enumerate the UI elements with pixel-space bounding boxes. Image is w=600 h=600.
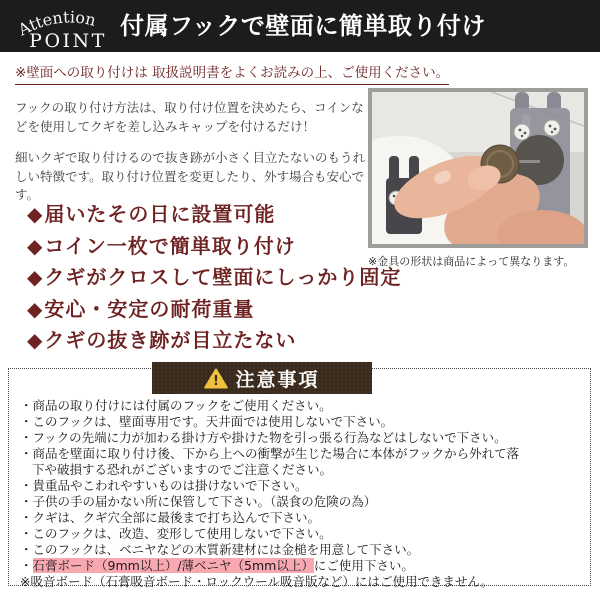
diamond-bullet-icon: ◆ — [27, 296, 44, 321]
feature-item — [27, 262, 401, 294]
caution-item-highlighted — [20, 558, 525, 574]
caution-item: ・貴重品やこわれやすいものは掛けないで下さい。 — [20, 478, 308, 493]
feature-list — [27, 199, 401, 357]
badge-arc-text: Attention — [15, 7, 98, 40]
caution-item-last: ※吸音ボード（石膏吸音ボード・ロックウール吸音版など）にはご使用できません。 — [20, 574, 494, 589]
caution-highlight-text: 石膏ボード（9mm以上）/薄ベニヤ（5mm以上） — [32, 558, 314, 573]
page-title: 付属フックで壁面に簡単取り付け — [120, 12, 486, 40]
caution-item: ・クギは、クギ穴全部に最後まで打ち込んで下さい。 — [20, 510, 321, 525]
feature-item — [27, 231, 401, 263]
caution-header — [152, 362, 372, 394]
feature-label: 安心・安定の耐荷重量 — [44, 296, 255, 321]
diamond-bullet-icon: ◆ — [27, 265, 44, 289]
feature-item — [27, 294, 401, 326]
caution-item: ・子供の手の届かない所に保管して下さい。（誤食の危険の為） — [20, 494, 377, 509]
intro-paragraph-1: フックの取り付け方法は、取り付け位置を決めたら、コインなどを使用してクギを差し込みキャップを付けるだけ！ — [15, 100, 364, 134]
caution-item: ・このフックは、壁面専用です。天井面では使用しないで下さい。 — [20, 414, 394, 429]
caution-box — [8, 368, 591, 589]
attention-point-badge — [12, 1, 124, 51]
warning-exclamation: ! — [213, 373, 220, 389]
caution-item: ・商品の取り付けには付属のフックをご使用ください。 — [20, 398, 332, 413]
caution-item: ・フックの先端に力が加わる掛け方や掛けた物を引っ張る行為などはしないで下さい。 — [20, 430, 507, 445]
feature-label: クギの抜き跡が目立たない — [44, 328, 297, 352]
feature-label: 届いたその日に設置可能 — [44, 202, 276, 226]
badge-point-text: POINT — [29, 30, 107, 51]
feature-item — [27, 199, 401, 231]
feature-label: コイン一枚で簡単取り付け — [44, 233, 296, 258]
intro-paragraph-2: 細いクギで取り付けるので抜き跡が小さく目立たないのもうれしい特徴です。取り付け位置を変更したり、外す場合も安心です。 — [15, 150, 366, 202]
photo-caption: ※金具の形状は商品によって異なります。 — [368, 255, 575, 268]
caution-item: ・このフックは、改造、変形して使用しないで下さい。 — [20, 526, 332, 541]
caution-heading: 注意事項 — [235, 368, 320, 391]
caution-list — [20, 398, 525, 590]
diamond-bullet-icon: ◆ — [27, 202, 44, 226]
caution-item: ・このフックは、ベニヤなどの木質新建材には金槌を用意して下さい。 — [20, 542, 420, 557]
diamond-bullet-icon: ◆ — [27, 328, 44, 352]
notice-text: ※壁面への取り付けは 取扱説明書をよくお読みの上、ご使用ください。 — [15, 65, 449, 85]
caution-highlight-pre: ・ — [20, 558, 33, 573]
warning-icon — [204, 368, 228, 389]
caution-highlight-post: にご使用下さい。 — [313, 558, 414, 573]
nail-pin — [516, 160, 540, 163]
feature-label: クギがクロスして壁面にしっかり固定 — [44, 265, 402, 289]
installation-photo-illustration — [372, 92, 584, 244]
diamond-bullet-icon: ◆ — [27, 233, 44, 258]
feature-item — [27, 325, 401, 357]
wall-mount-notice — [15, 61, 449, 81]
caution-item: ・商品を壁面に取り付け後、下から上への衝撃が生じた場合に本体がフックから外れて落下や破損する恐れがございますのでご注意ください。 — [20, 446, 520, 477]
header-bar — [0, 0, 600, 52]
